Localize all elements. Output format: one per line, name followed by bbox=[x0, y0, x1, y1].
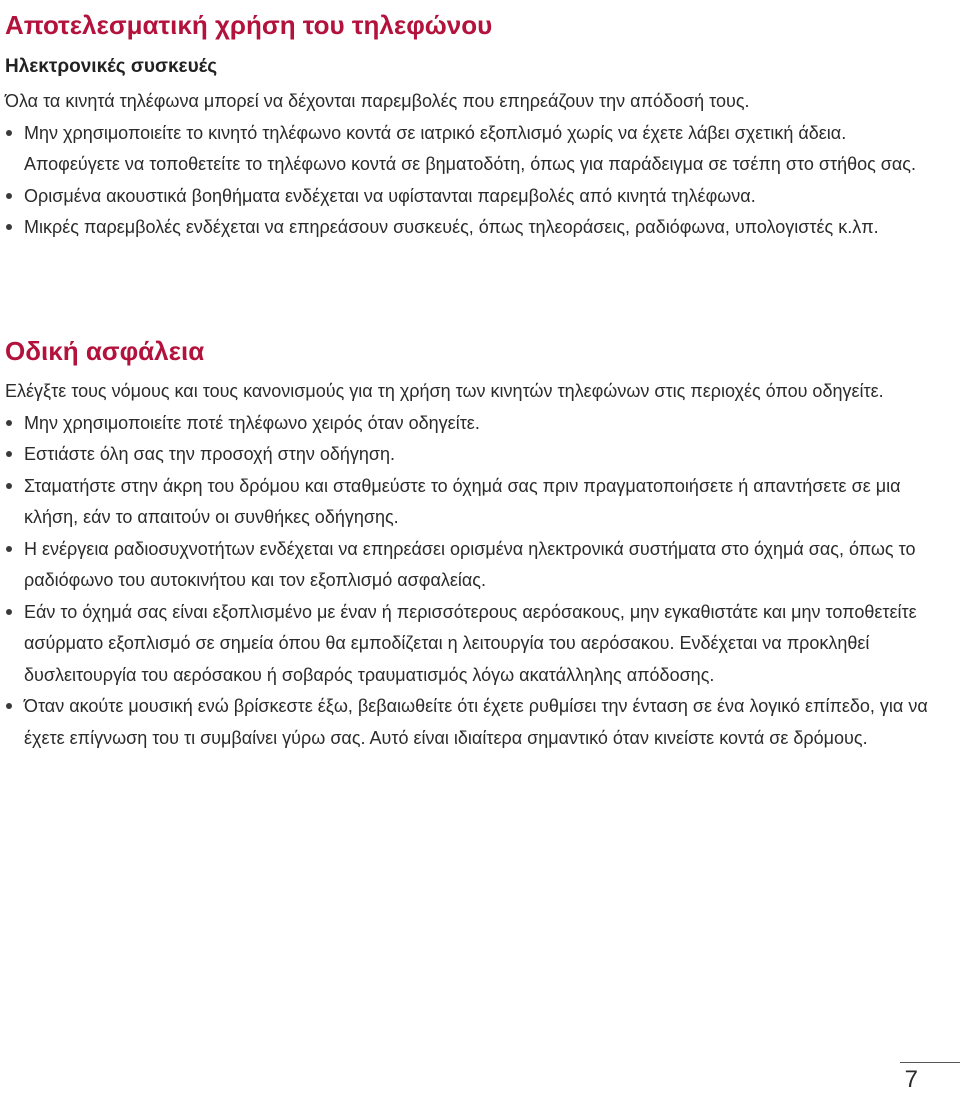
intro-paragraph: Ελέγξτε τους νόμους και τους κανονισμούς για τη χρήση των κινητών τηλεφώνων στις περιοχές όπου οδηγείτε. bbox=[5, 381, 884, 401]
list-item-text: Εάν το όχημά σας είναι εξοπλισμένο με έναν ή περισσότερους αερόσακους, μην εγκαθιστάτε και μην τοποθετείτε ασύρματο εξοπλισμό σε σημεία όπου θα εμποδίζεται η λειτουργία του αερόσακου. Ενδέχεται να προκληθεί δυσλειτουργία του αερόσακου ή σοβαρός τραυματισμός λόγω ακατάλληλης απόδοσης. bbox=[24, 601, 917, 685]
page-number: 7 bbox=[904, 1066, 918, 1093]
bullet-icon bbox=[6, 546, 12, 552]
list-item bbox=[5, 534, 935, 597]
list-item-text: Ορισμένα ακουστικά βοηθήματα ενδέχεται να υφίστανται παρεμβολές από κινητά τηλέφωνα. bbox=[24, 185, 756, 206]
bullet-icon bbox=[6, 224, 12, 230]
section-title-road-safety: Οδική ασφάλεια bbox=[5, 336, 205, 366]
list-item-text: Η ενέργεια ραδιοσυχνοτήτων ενδέχεται να επηρεάσει ορισμένα ηλεκτρονικά συστήματα στο όχημά σας, όπως το ραδιόφωνο του αυτοκινήτου και τον εξοπλισμό ασφαλείας. bbox=[24, 538, 916, 590]
subheading-electronic-devices: Ηλεκτρονικές συσκευές bbox=[5, 56, 218, 77]
intro-paragraph: Όλα τα κινητά τηλέφωνα μπορεί να δέχονται παρεμβολές που επηρεάζουν την απόδοσή τους. bbox=[5, 91, 750, 111]
list-item bbox=[5, 597, 935, 692]
list-item bbox=[5, 408, 935, 440]
bullet-icon bbox=[6, 609, 12, 615]
bullet-list bbox=[5, 118, 935, 244]
bullet-icon bbox=[6, 703, 12, 709]
list-item bbox=[5, 471, 935, 534]
section-body-electronic-devices bbox=[5, 86, 935, 244]
list-item bbox=[5, 212, 935, 244]
bullet-icon bbox=[6, 420, 12, 426]
list-item bbox=[5, 691, 935, 754]
list-item-text: Μην χρησιμοποιείτε ποτέ τηλέφωνο χειρός όταν οδηγείτε. bbox=[24, 412, 480, 433]
section-body-road-safety bbox=[5, 376, 935, 754]
list-item-text: Μικρές παρεμβολές ενδέχεται να επηρεάσουν συσκευές, όπως τηλεοράσεις, ραδιόφωνα, υπολογιστές κ.λπ. bbox=[24, 217, 879, 237]
list-item-text: Μην χρησιμοποιείτε το κινητό τηλέφωνο κοντά σε ιατρικό εξοπλισμό χωρίς να έχετε λάβει σχετική άδεια. Αποφεύγετε να τοποθετείτε το τηλέφωνο κοντά σε βηματοδότη, όπως για παράδειγμα σε τσέπη στο στήθος σας. bbox=[24, 122, 916, 174]
list-item bbox=[5, 118, 935, 181]
section-title-effective-use: Αποτελεσματική χρήση του τηλεφώνου bbox=[5, 10, 493, 40]
list-item-text: Σταματήστε στην άκρη του δρόμου και σταθμεύστε το όχημά σας πριν πραγματοποιήσετε ή απαντήσετε σε μια κλήση, εάν το απαιτούν οι συνθήκες οδήγησης. bbox=[24, 475, 901, 527]
bullet-icon bbox=[6, 483, 12, 489]
list-item bbox=[5, 181, 935, 213]
bullet-list bbox=[5, 408, 935, 755]
page-number-divider bbox=[900, 1062, 960, 1063]
list-item-text: Όταν ακούτε μουσική ενώ βρίσκεστε έξω, βεβαιωθείτε ότι έχετε ρυθμίσει την ένταση σε ένα λογικό επίπεδο, για να έχετε επίγνωση του τι συμβαίνει γύρω σας. Αυτό είναι ιδιαίτερα σημαντικό όταν κινείστε κοντά σε δρόμους. bbox=[24, 696, 928, 748]
bullet-icon bbox=[6, 130, 12, 136]
bullet-icon bbox=[6, 451, 12, 457]
list-item-text: Εστιάστε όλη σας την προσοχή στην οδήγηση. bbox=[24, 444, 396, 464]
list-item bbox=[5, 439, 935, 471]
bullet-icon bbox=[6, 193, 12, 199]
